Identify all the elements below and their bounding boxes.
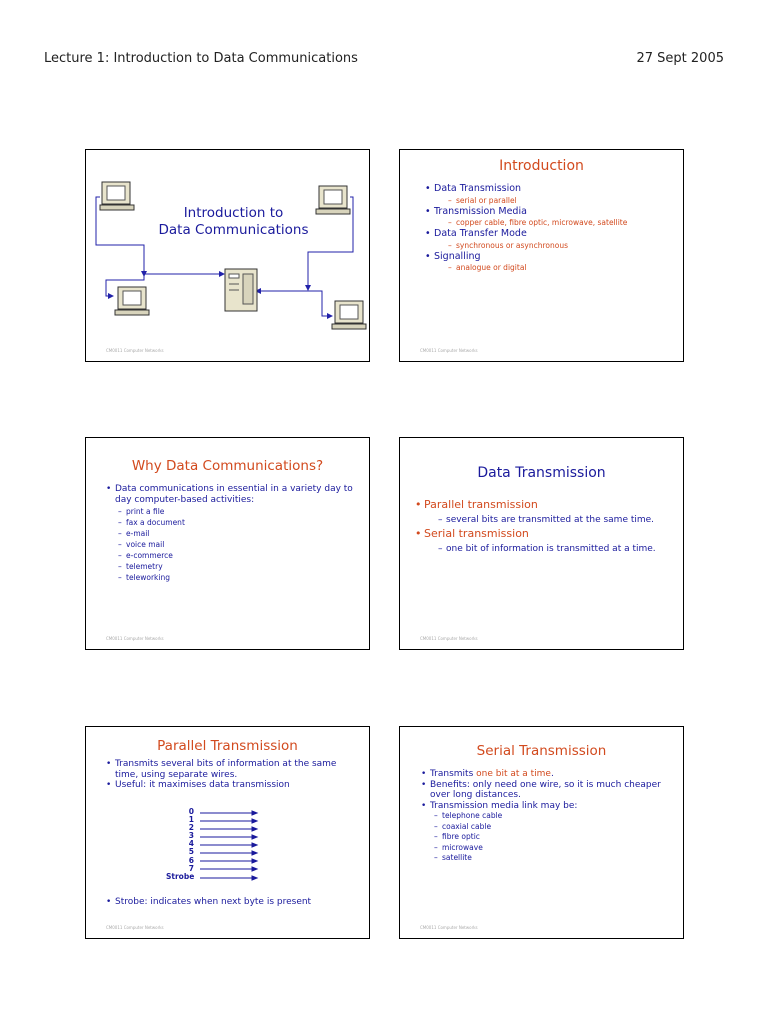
bullet-list xyxy=(106,759,355,791)
list-item: • Transmission Media – copper cable, fibre optic, microwave, satellite xyxy=(425,206,683,229)
computer-icon xyxy=(115,287,149,315)
bullet-list xyxy=(415,498,683,556)
sub-item: – analogue or digital xyxy=(448,263,683,273)
parallel-wires-diagram xyxy=(166,808,266,888)
list-item: • Parallel transmission – several bits are transmitted at the same time. xyxy=(415,498,683,527)
slide-why-data-communications xyxy=(85,437,370,650)
wire-label: 2 xyxy=(188,823,194,833)
list-item: • Signalling – analogue or digital xyxy=(425,251,683,274)
sub-item: – voice mail xyxy=(118,539,357,550)
slide-footer: CM0011 Computer Networks xyxy=(420,925,478,930)
sub-item: – e-commerce xyxy=(118,550,357,561)
slide-footer: CM0011 Computer Networks xyxy=(106,348,164,353)
slide-title: Parallel Transmission xyxy=(157,738,298,754)
page-header-title: Lecture 1: Introduction to Data Communications xyxy=(44,51,358,66)
wire-label: 1 xyxy=(188,815,194,825)
slide-footer: CM0011 Computer Networks xyxy=(106,636,164,641)
sub-item: – telemetry xyxy=(118,561,357,572)
list-item: • Transmits one bit at a time. xyxy=(421,769,673,780)
slide-title: Data Transmission xyxy=(477,465,606,481)
slide-footer: CM0011 Computer Networks xyxy=(420,348,478,353)
slide-parallel-transmission xyxy=(85,726,370,939)
list-item: • Transmission media link may be: – telephone cable – coaxial cable – fibre optic – microwave – satellite xyxy=(421,801,673,864)
sub-item: – microwave xyxy=(434,843,673,854)
slide-title xyxy=(86,205,370,239)
list-item: • Transmits several bits of information at the same time, using separate wires. xyxy=(106,759,355,780)
wire-label: 3 xyxy=(188,831,194,841)
sub-item: – copper cable, fibre optic, microwave, satellite xyxy=(448,218,683,228)
wire-label: 6 xyxy=(188,855,194,865)
sub-item: – coaxial cable xyxy=(434,822,673,833)
sub-item: – several bits are transmitted at the same time. xyxy=(438,513,683,528)
wire-label: 4 xyxy=(188,839,194,849)
slide-title: Introduction xyxy=(499,158,584,174)
list-item: • Useful: it maximises data transmission xyxy=(106,780,355,791)
strobe-label: Strobe xyxy=(166,871,195,881)
slide-serial-transmission xyxy=(399,726,684,939)
list-item: • Serial transmission – one bit of information is transmitted at a time. xyxy=(415,527,683,556)
list-item: • Strobe: indicates when next byte is present xyxy=(106,897,311,908)
page-header-date: 27 Sept 2005 xyxy=(636,51,724,66)
list-item: • Data communications in essential in a variety day to day computer-based activities: – print a file – fax a document – e-mail – voice mail – e-commerce – telemetry – teleworking xyxy=(106,484,357,583)
list-item: • Data Transfer Mode – synchronous or asynchronous xyxy=(425,228,683,251)
bullet-list xyxy=(106,484,357,583)
sub-item: – print a file xyxy=(118,506,357,517)
slide-footer: CM0011 Computer Networks xyxy=(106,925,164,930)
list-item: • Benefits: only need one wire, so it is much cheaper over long distances. xyxy=(421,780,673,801)
bullet-list xyxy=(106,897,311,908)
sub-item: – fibre optic xyxy=(434,832,673,843)
sub-item: – serial or parallel xyxy=(448,196,683,206)
wire-label: 0 xyxy=(188,807,194,816)
sub-item: – satellite xyxy=(434,853,673,864)
slide-title: Serial Transmission xyxy=(476,743,607,759)
list-item: • Data Transmission – serial or parallel xyxy=(425,183,683,206)
sub-item: – one bit of information is transmitted at a time. xyxy=(438,542,683,557)
highlight-text: one bit at a time xyxy=(476,769,551,779)
slide-title-line: Introduction to xyxy=(183,205,284,221)
sub-item: – e-mail xyxy=(118,528,357,539)
slide-introduction xyxy=(399,149,684,362)
bullet-list xyxy=(425,183,683,273)
sub-item: – teleworking xyxy=(118,572,357,583)
wire-label: 7 xyxy=(188,863,194,873)
slide-footer: CM0011 Computer Networks xyxy=(420,636,478,641)
slide-data-transmission xyxy=(399,437,684,650)
wire-label: 5 xyxy=(188,847,194,857)
network-diagram xyxy=(86,150,370,362)
wire-arrows xyxy=(166,808,266,888)
sub-item: – synchronous or asynchronous xyxy=(448,241,683,251)
sub-item: – telephone cable xyxy=(434,811,673,822)
slide-intro-diagram xyxy=(85,149,370,362)
slide-title: Why Data Communications? xyxy=(131,458,324,474)
bullet-list xyxy=(421,769,673,864)
slide-title-line: Data Communications xyxy=(158,222,309,238)
server-icon xyxy=(225,269,257,311)
computer-icon xyxy=(332,301,366,329)
sub-item: – fax a document xyxy=(118,517,357,528)
